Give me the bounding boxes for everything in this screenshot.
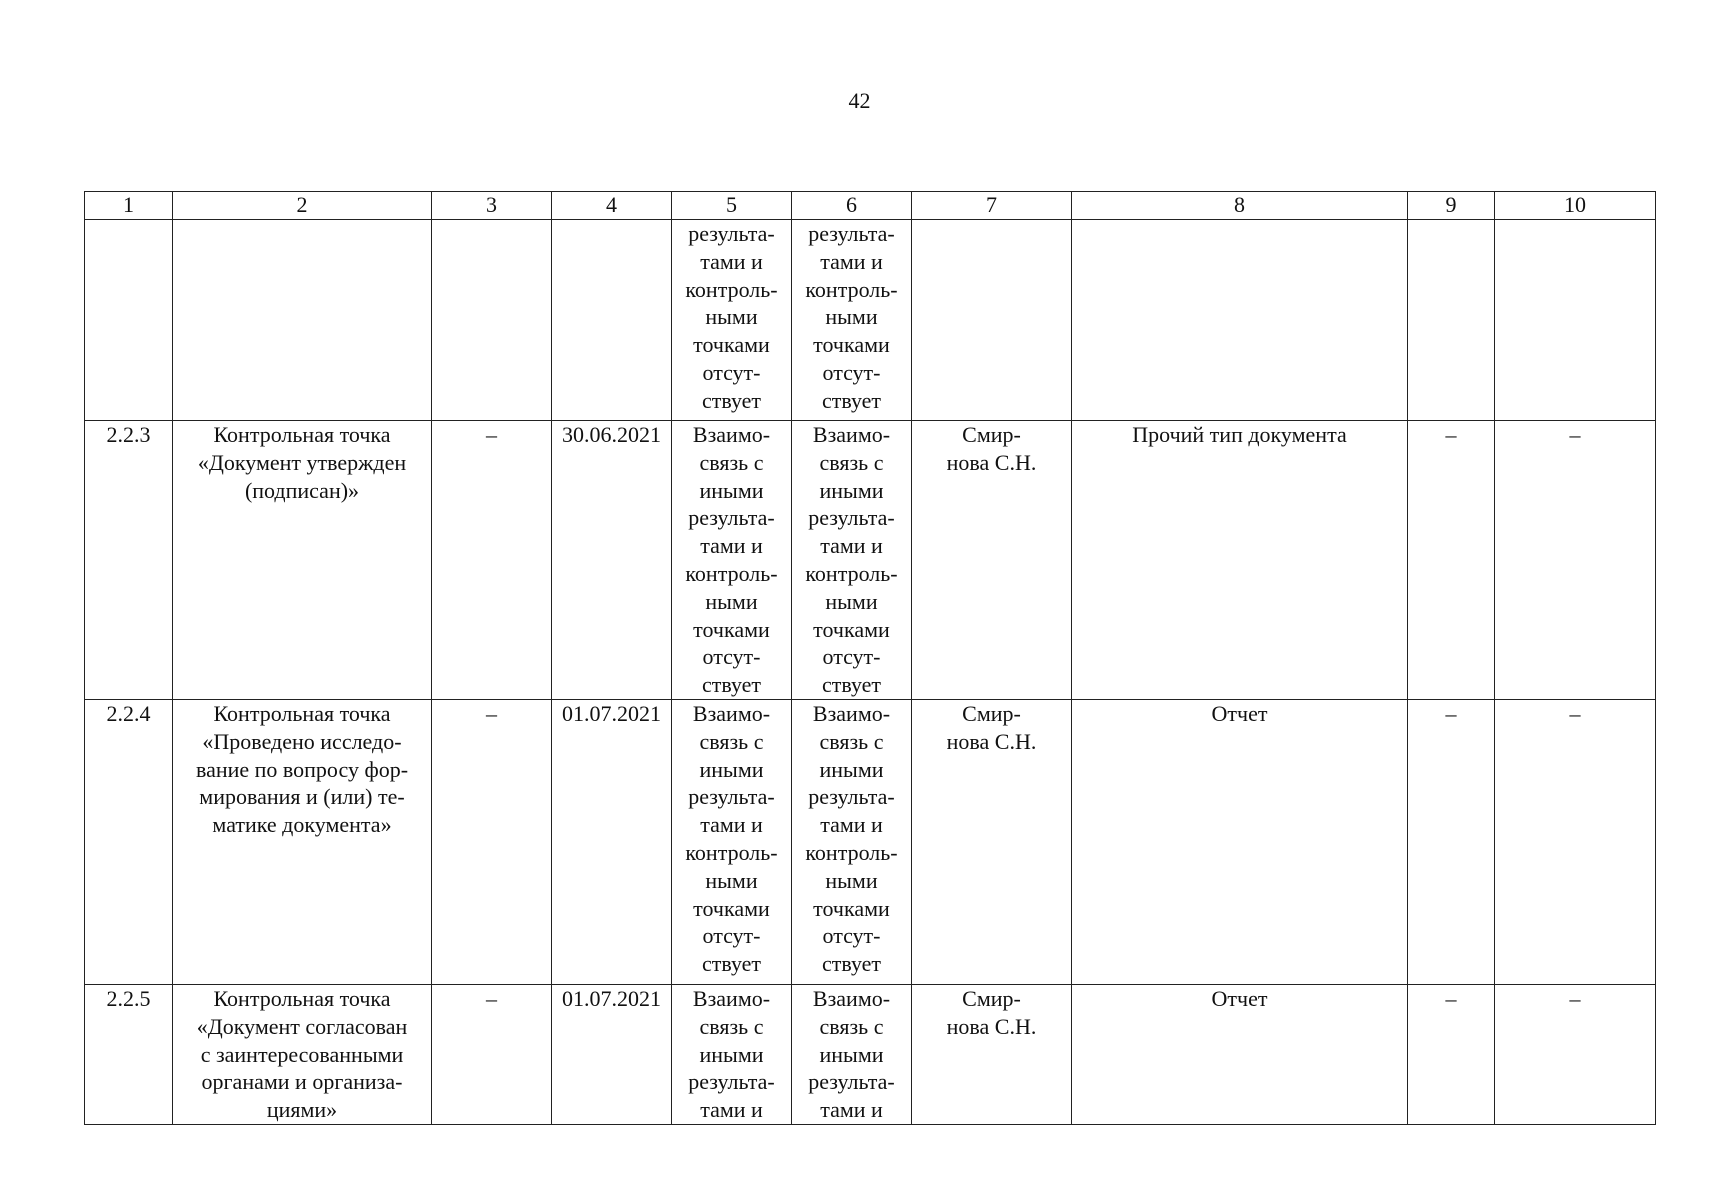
relation-cell-5: Взаимо- связь с иными результа- тами и xyxy=(672,985,792,1125)
column-10-cell: – xyxy=(1495,421,1656,700)
row-number-cell: 2.2.5 xyxy=(85,985,173,1125)
column-header-3: 3 xyxy=(432,192,552,220)
control-point-name-cell: Контрольная точка «Документ утвержден (подписан)» xyxy=(173,421,432,700)
column-3-cell: – xyxy=(432,421,552,700)
control-points-table xyxy=(84,191,1656,1125)
column-header-7: 7 xyxy=(912,192,1072,220)
responsible-cell: Смир- нова С.Н. xyxy=(912,985,1072,1125)
column-header-6: 6 xyxy=(792,192,912,220)
responsible-cell: Смир- нова С.Н. xyxy=(912,700,1072,985)
column-3-cell xyxy=(432,220,552,421)
document-type-cell xyxy=(1072,220,1408,421)
row-number-cell xyxy=(85,220,173,421)
relation-cell-6: результа- тами и контроль- ными точками отсут- ствует xyxy=(792,220,912,421)
page-number: 42 xyxy=(848,88,871,113)
date-cell: 01.07.2021 xyxy=(552,700,672,985)
column-9-cell: – xyxy=(1408,700,1495,985)
row-number-cell: 2.2.3 xyxy=(85,421,173,700)
control-point-name-cell xyxy=(173,220,432,421)
row-number-cell: 2.2.4 xyxy=(85,700,173,985)
column-9-cell: – xyxy=(1408,985,1495,1125)
column-header-8: 8 xyxy=(1072,192,1408,220)
column-10-cell: – xyxy=(1495,985,1656,1125)
document-type-cell: Отчет xyxy=(1072,985,1408,1125)
date-cell: 01.07.2021 xyxy=(552,985,672,1125)
column-header-2: 2 xyxy=(173,192,432,220)
header-row xyxy=(85,192,1656,220)
date-cell: 30.06.2021 xyxy=(552,421,672,700)
column-10-cell xyxy=(1495,220,1656,421)
control-point-name-cell: Контрольная точка «Проведено исследо- вание по вопросу фор- мирования и (или) те- матике документа» xyxy=(173,700,432,985)
relation-cell-5: Взаимо- связь с иными результа- тами и контроль- ными точками отсут- ствует xyxy=(672,700,792,985)
column-header-9: 9 xyxy=(1408,192,1495,220)
column-header-10: 10 xyxy=(1495,192,1656,220)
relation-cell-6: Взаимо- связь с иными результа- тами и контроль- ными точками отсут- ствует xyxy=(792,700,912,985)
date-cell xyxy=(552,220,672,421)
column-header-5: 5 xyxy=(672,192,792,220)
column-header-4: 4 xyxy=(552,192,672,220)
table-row-continuation xyxy=(85,220,1656,421)
column-header-1: 1 xyxy=(85,192,173,220)
table-row-2-2-4 xyxy=(85,700,1656,985)
responsible-cell xyxy=(912,220,1072,421)
column-9-cell xyxy=(1408,220,1495,421)
document-type-cell: Отчет xyxy=(1072,700,1408,985)
relation-cell-5: результа- тами и контроль- ными точками отсут- ствует xyxy=(672,220,792,421)
column-10-cell: – xyxy=(1495,700,1656,985)
relation-cell-6: Взаимо- связь с иными результа- тами и контроль- ными точками отсут- ствует xyxy=(792,421,912,700)
document-type-cell: Прочий тип документа xyxy=(1072,421,1408,700)
responsible-cell: Смир- нова С.Н. xyxy=(912,421,1072,700)
column-3-cell: – xyxy=(432,985,552,1125)
table-row-2-2-5 xyxy=(85,985,1656,1125)
control-point-name-cell: Контрольная точка «Документ согласован с заинтересованными органами и организа- циями» xyxy=(173,985,432,1125)
table-row-2-2-3 xyxy=(85,421,1656,700)
relation-cell-6: Взаимо- связь с иными результа- тами и xyxy=(792,985,912,1125)
column-3-cell: – xyxy=(432,700,552,985)
relation-cell-5: Взаимо- связь с иными результа- тами и контроль- ными точками отсут- ствует xyxy=(672,421,792,700)
column-9-cell: – xyxy=(1408,421,1495,700)
